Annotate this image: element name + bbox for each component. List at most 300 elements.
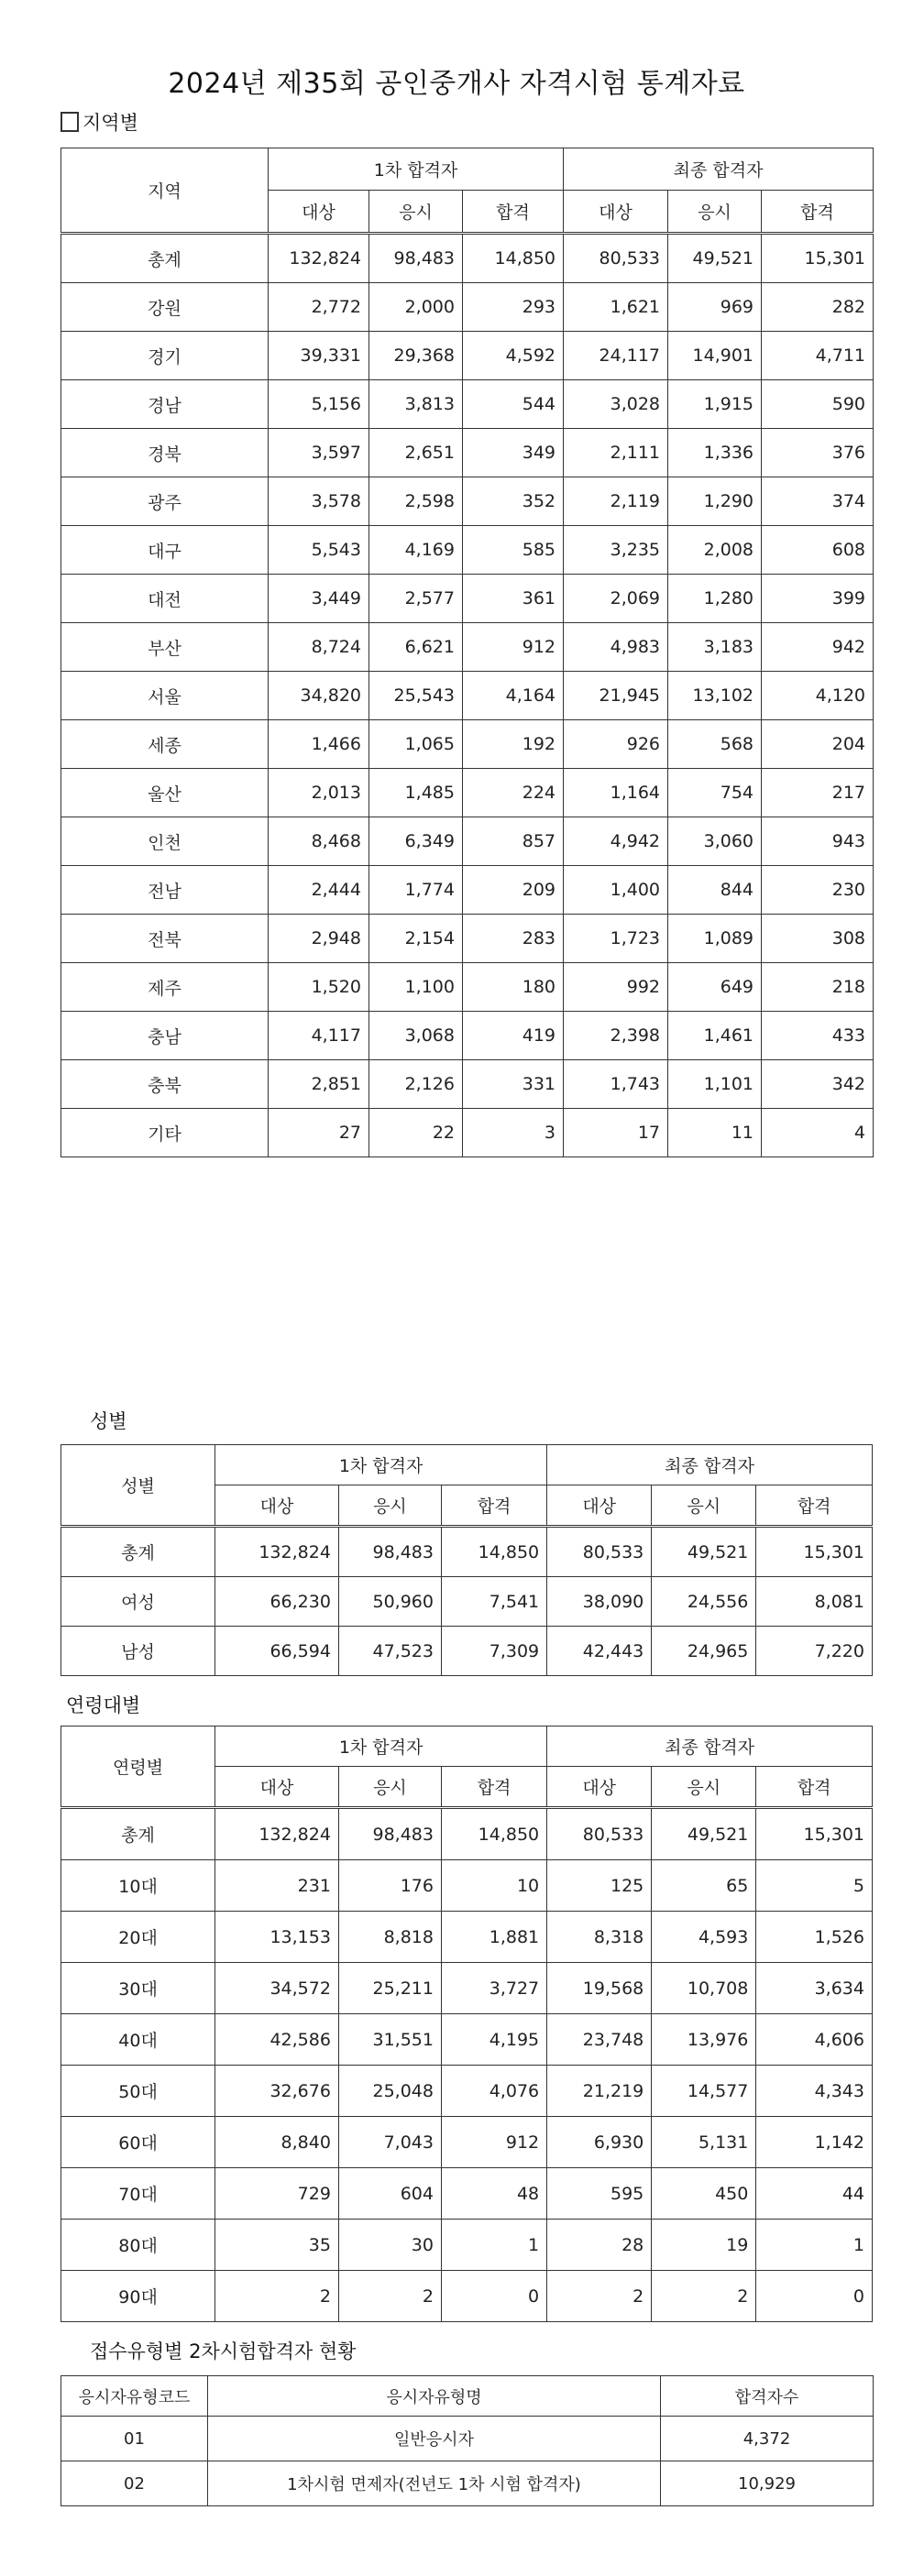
row-label: 충남 [61, 1012, 269, 1060]
cell-value: 3,634 [756, 1963, 873, 2014]
cell-value: 6,349 [369, 817, 463, 866]
cell-value: 282 [762, 283, 874, 332]
cell-value: 19 [652, 2220, 756, 2271]
cell-value: 25,048 [338, 2066, 441, 2117]
cell-value: 14,850 [441, 1527, 546, 1577]
cell-value: 1,526 [756, 1912, 873, 1963]
cell-value: 66,594 [215, 1627, 339, 1676]
table-row [61, 526, 874, 575]
gender-section-label: 성별 [90, 1410, 127, 1432]
cell-value: 649 [668, 963, 762, 1012]
table-row [61, 2168, 873, 2220]
table-row [61, 720, 874, 769]
cell-value: 0 [756, 2271, 873, 2322]
row-label: 총계 [61, 1808, 215, 1860]
cell-value: 132,824 [215, 1808, 339, 1860]
cell-value: 2,598 [369, 477, 463, 526]
header-subcol: 합격 [441, 1767, 546, 1808]
row-label: 충북 [61, 1060, 269, 1109]
cell-value: 943 [762, 817, 874, 866]
cell-value: 4,120 [762, 672, 874, 720]
row-label: 세종 [61, 720, 269, 769]
cell-value: 942 [762, 623, 874, 672]
row-label: 경북 [61, 429, 269, 477]
cell-value: 25,543 [369, 672, 463, 720]
type-code: 02 [61, 2461, 208, 2506]
header-subcol: 응시 [338, 1767, 441, 1808]
cell-value: 1,280 [668, 575, 762, 623]
cell-value: 1,466 [269, 720, 369, 769]
cell-value: 2 [547, 2271, 652, 2322]
cell-value: 17 [564, 1109, 668, 1157]
cell-value: 209 [463, 866, 564, 915]
cell-value: 15,301 [756, 1808, 873, 1860]
cell-value: 754 [668, 769, 762, 817]
table-row [61, 2014, 873, 2066]
header-subcol: 응시 [652, 1485, 756, 1527]
cell-value: 399 [762, 575, 874, 623]
cell-value: 2,000 [369, 283, 463, 332]
cell-value: 8,840 [215, 2117, 339, 2168]
cell-value: 6,930 [547, 2117, 652, 2168]
cell-value: 66,230 [215, 1577, 339, 1627]
row-label: 대구 [61, 526, 269, 575]
row-label: 경기 [61, 332, 269, 380]
cell-value: 1,065 [369, 720, 463, 769]
cell-value: 3,727 [441, 1963, 546, 2014]
cell-value: 2 [652, 2271, 756, 2322]
header-subcol: 합격 [463, 191, 564, 234]
cell-value: 15,301 [756, 1527, 873, 1577]
cell-value: 912 [441, 2117, 546, 2168]
table-row [61, 1808, 873, 1860]
cell-value: 1,400 [564, 866, 668, 915]
cell-value: 132,824 [215, 1527, 339, 1577]
cell-value: 969 [668, 283, 762, 332]
header-subcol: 합격 [441, 1485, 546, 1527]
table-row [61, 2461, 874, 2506]
table-row [61, 2220, 873, 2271]
header-first-col: 지역 [61, 148, 269, 234]
table-row [61, 817, 874, 866]
header-subcol: 합격 [756, 1767, 873, 1808]
cell-value: 595 [547, 2168, 652, 2220]
cell-value: 13,102 [668, 672, 762, 720]
header-subcol: 대상 [547, 1767, 652, 1808]
cell-value: 4 [762, 1109, 874, 1157]
table-row [61, 234, 874, 283]
row-label: 50대 [61, 2066, 215, 2117]
cell-value: 231 [215, 1860, 339, 1912]
cell-value: 1,774 [369, 866, 463, 915]
region-table [60, 148, 874, 1157]
cell-value: 604 [338, 2168, 441, 2220]
cell-value: 544 [463, 380, 564, 429]
cell-value: 4,117 [269, 1012, 369, 1060]
header-subcol: 대상 [564, 191, 668, 234]
cell-value: 14,901 [668, 332, 762, 380]
cell-value: 35 [215, 2220, 339, 2271]
cell-value: 50,960 [338, 1577, 441, 1627]
cell-value: 13,976 [652, 2014, 756, 2066]
cell-value: 1,881 [441, 1912, 546, 1963]
applicant-type-table [60, 2375, 874, 2506]
cell-value: 2 [215, 2271, 339, 2322]
header-subcol: 대상 [215, 1767, 339, 1808]
table-row [61, 672, 874, 720]
checkbox-icon [60, 112, 79, 132]
header-group1: 1차 합격자 [269, 148, 564, 191]
cell-value: 3,060 [668, 817, 762, 866]
cell-value: 8,318 [547, 1912, 652, 1963]
cell-value: 4,169 [369, 526, 463, 575]
cell-value: 1,290 [668, 477, 762, 526]
cell-value: 1,723 [564, 915, 668, 963]
cell-value: 32,676 [215, 2066, 339, 2117]
cell-value: 308 [762, 915, 874, 963]
cell-value: 14,850 [441, 1808, 546, 1860]
cell-value: 857 [463, 817, 564, 866]
table-row [61, 2417, 874, 2461]
cell-value: 926 [564, 720, 668, 769]
cell-value: 283 [463, 915, 564, 963]
cell-value: 217 [762, 769, 874, 817]
header-subcol: 대상 [215, 1485, 339, 1527]
cell-value: 1 [441, 2220, 546, 2271]
cell-value: 1,089 [668, 915, 762, 963]
cell-value: 15,301 [762, 234, 874, 283]
header-subcol: 대상 [269, 191, 369, 234]
cell-value: 7,541 [441, 1577, 546, 1627]
cell-value: 912 [463, 623, 564, 672]
cell-value: 4,592 [463, 332, 564, 380]
cell-value: 1,101 [668, 1060, 762, 1109]
cell-value: 21,219 [547, 2066, 652, 2117]
cell-value: 65 [652, 1860, 756, 1912]
cell-value: 14,850 [463, 234, 564, 283]
table-row [61, 1860, 873, 1912]
header-subcol: 대상 [547, 1485, 652, 1527]
table-row [61, 915, 874, 963]
table-row [61, 1912, 873, 1963]
cell-value: 1,520 [269, 963, 369, 1012]
cell-value: 80,533 [547, 1527, 652, 1577]
cell-value: 568 [668, 720, 762, 769]
row-label: 광주 [61, 477, 269, 526]
table-row [61, 1627, 873, 1676]
row-label: 전남 [61, 866, 269, 915]
cell-value: 218 [762, 963, 874, 1012]
header-subcol: 응시 [652, 1767, 756, 1808]
cell-value: 331 [463, 1060, 564, 1109]
row-label: 남성 [61, 1627, 215, 1676]
cell-value: 47,523 [338, 1627, 441, 1676]
cell-value: 4,076 [441, 2066, 546, 2117]
table-row [61, 2271, 873, 2322]
row-label: 총계 [61, 234, 269, 283]
cell-value: 4,606 [756, 2014, 873, 2066]
table-row [61, 2066, 873, 2117]
table-row [61, 1109, 874, 1157]
cell-value: 3,068 [369, 1012, 463, 1060]
header-subcol: 응시 [369, 191, 463, 234]
table-row [61, 575, 874, 623]
table-row [61, 623, 874, 672]
cell-value: 48 [441, 2168, 546, 2220]
row-label: 전북 [61, 915, 269, 963]
cell-value: 176 [338, 1860, 441, 1912]
cell-value: 2,851 [269, 1060, 369, 1109]
type-name: 일반응시자 [208, 2417, 661, 2461]
cell-value: 2,013 [269, 769, 369, 817]
header-group2: 최종 합격자 [547, 1726, 873, 1767]
cell-value: 98,483 [369, 234, 463, 283]
cell-value: 44 [756, 2168, 873, 2220]
cell-value: 1,100 [369, 963, 463, 1012]
cell-value: 4,195 [441, 2014, 546, 2066]
cell-value: 132,824 [269, 234, 369, 283]
cell-value: 433 [762, 1012, 874, 1060]
cell-value: 80,533 [564, 234, 668, 283]
table-row [61, 477, 874, 526]
cell-value: 49,521 [652, 1808, 756, 1860]
row-label: 30대 [61, 1963, 215, 2014]
cell-value: 180 [463, 963, 564, 1012]
age-table [60, 1726, 873, 2322]
cell-value: 0 [441, 2271, 546, 2322]
row-label: 80대 [61, 2220, 215, 2271]
cell-value: 7,220 [756, 1627, 873, 1676]
row-label: 10대 [61, 1860, 215, 1912]
cell-value: 1,915 [668, 380, 762, 429]
table-row [61, 283, 874, 332]
cell-value: 224 [463, 769, 564, 817]
cell-value: 25,211 [338, 1963, 441, 2014]
cell-value: 80,533 [547, 1808, 652, 1860]
cell-value: 204 [762, 720, 874, 769]
type-header-cell: 응시자유형명 [208, 2376, 661, 2417]
cell-value: 8,081 [756, 1577, 873, 1627]
cell-value: 5 [756, 1860, 873, 1912]
cell-value: 31,551 [338, 2014, 441, 2066]
row-label: 인천 [61, 817, 269, 866]
cell-value: 10 [441, 1860, 546, 1912]
pass-count: 10,929 [661, 2461, 874, 2506]
cell-value: 450 [652, 2168, 756, 2220]
header-subcol: 응시 [338, 1485, 441, 1527]
cell-value: 585 [463, 526, 564, 575]
cell-value: 3,028 [564, 380, 668, 429]
cell-value: 349 [463, 429, 564, 477]
cell-value: 24,117 [564, 332, 668, 380]
cell-value: 1,336 [668, 429, 762, 477]
cell-value: 8,818 [338, 1912, 441, 1963]
cell-value: 376 [762, 429, 874, 477]
cell-value: 7,309 [441, 1627, 546, 1676]
cell-value: 49,521 [652, 1527, 756, 1577]
cell-value: 8,724 [269, 623, 369, 672]
pass-count: 4,372 [661, 2417, 874, 2461]
cell-value: 4,343 [756, 2066, 873, 2117]
table-row [61, 1527, 873, 1577]
cell-value: 22 [369, 1109, 463, 1157]
region-section-title: 지역별 [82, 112, 138, 134]
cell-value: 3 [463, 1109, 564, 1157]
cell-value: 24,965 [652, 1627, 756, 1676]
cell-value: 2,119 [564, 477, 668, 526]
cell-value: 98,483 [338, 1527, 441, 1577]
cell-value: 2,111 [564, 429, 668, 477]
cell-value: 590 [762, 380, 874, 429]
cell-value: 2,398 [564, 1012, 668, 1060]
table-row [61, 332, 874, 380]
cell-value: 125 [547, 1860, 652, 1912]
cell-value: 14,577 [652, 2066, 756, 2117]
cell-value: 2,577 [369, 575, 463, 623]
header-subcol: 합격 [762, 191, 874, 234]
table-row [61, 429, 874, 477]
row-label: 총계 [61, 1527, 215, 1577]
page-title: 2024년 제35회 공인중개사 자격시험 통계자료 [168, 68, 745, 100]
cell-value: 3,597 [269, 429, 369, 477]
cell-value: 1,142 [756, 2117, 873, 2168]
cell-value: 230 [762, 866, 874, 915]
cell-value: 3,235 [564, 526, 668, 575]
cell-value: 10,708 [652, 1963, 756, 2014]
cell-value: 7,043 [338, 2117, 441, 2168]
age-section-label: 연령대별 [66, 1694, 141, 1716]
row-label: 제주 [61, 963, 269, 1012]
row-label: 서울 [61, 672, 269, 720]
cell-value: 4,164 [463, 672, 564, 720]
header-group2: 최종 합격자 [564, 148, 874, 191]
cell-value: 39,331 [269, 332, 369, 380]
table-row [61, 380, 874, 429]
row-label: 20대 [61, 1912, 215, 1963]
cell-value: 419 [463, 1012, 564, 1060]
cell-value: 13,153 [215, 1912, 339, 1963]
type-code: 01 [61, 2417, 208, 2461]
cell-value: 23,748 [547, 2014, 652, 2066]
header-subcol: 합격 [756, 1485, 873, 1527]
gender-table [60, 1444, 873, 1676]
cell-value: 293 [463, 283, 564, 332]
cell-value: 3,578 [269, 477, 369, 526]
cell-value: 98,483 [338, 1808, 441, 1860]
header-first-col: 성별 [61, 1445, 215, 1527]
table-row [61, 963, 874, 1012]
cell-value: 24,556 [652, 1577, 756, 1627]
cell-value: 49,521 [668, 234, 762, 283]
cell-value: 361 [463, 575, 564, 623]
cell-value: 192 [463, 720, 564, 769]
cell-value: 34,820 [269, 672, 369, 720]
cell-value: 28 [547, 2220, 652, 2271]
row-label: 60대 [61, 2117, 215, 2168]
table-row [61, 769, 874, 817]
cell-value: 1 [756, 2220, 873, 2271]
row-label: 대전 [61, 575, 269, 623]
table-row [61, 1963, 873, 2014]
cell-value: 729 [215, 2168, 339, 2220]
cell-value: 1,621 [564, 283, 668, 332]
cell-value: 2,651 [369, 429, 463, 477]
table-row [61, 1012, 874, 1060]
cell-value: 5,156 [269, 380, 369, 429]
row-label: 40대 [61, 2014, 215, 2066]
cell-value: 608 [762, 526, 874, 575]
cell-value: 5,131 [652, 2117, 756, 2168]
row-label: 부산 [61, 623, 269, 672]
cell-value: 1,461 [668, 1012, 762, 1060]
cell-value: 1,164 [564, 769, 668, 817]
cell-value: 2,126 [369, 1060, 463, 1109]
table-row [61, 1577, 873, 1627]
type-header-cell: 합격자수 [661, 2376, 874, 2417]
cell-value: 27 [269, 1109, 369, 1157]
header-first-col: 연령별 [61, 1726, 215, 1808]
type-name: 1차시험 면제자(전년도 1차 시험 합격자) [208, 2461, 661, 2506]
cell-value: 42,586 [215, 2014, 339, 2066]
cell-value: 4,593 [652, 1912, 756, 1963]
cell-value: 1,743 [564, 1060, 668, 1109]
cell-value: 352 [463, 477, 564, 526]
cell-value: 342 [762, 1060, 874, 1109]
region-section-label [60, 108, 138, 136]
cell-value: 3,449 [269, 575, 369, 623]
cell-value: 34,572 [215, 1963, 339, 2014]
cell-value: 2,154 [369, 915, 463, 963]
cell-value: 38,090 [547, 1577, 652, 1627]
cell-value: 1,485 [369, 769, 463, 817]
row-label: 강원 [61, 283, 269, 332]
cell-value: 4,983 [564, 623, 668, 672]
cell-value: 992 [564, 963, 668, 1012]
cell-value: 2,444 [269, 866, 369, 915]
row-label: 70대 [61, 2168, 215, 2220]
cell-value: 2,008 [668, 526, 762, 575]
cell-value: 4,711 [762, 332, 874, 380]
cell-value: 8,468 [269, 817, 369, 866]
cell-value: 3,813 [369, 380, 463, 429]
cell-value: 6,621 [369, 623, 463, 672]
cell-value: 374 [762, 477, 874, 526]
cell-value: 29,368 [369, 332, 463, 380]
cell-value: 42,443 [547, 1627, 652, 1676]
header-group1: 1차 합격자 [215, 1726, 547, 1767]
cell-value: 2,069 [564, 575, 668, 623]
type-header-cell: 응시자유형코드 [61, 2376, 208, 2417]
cell-value: 2 [338, 2271, 441, 2322]
table-row [61, 866, 874, 915]
cell-value: 3,183 [668, 623, 762, 672]
applicant-type-section-label: 접수유형별 2차시험합격자 현황 [90, 2340, 357, 2362]
cell-value: 2,948 [269, 915, 369, 963]
table-row [61, 2117, 873, 2168]
table-row [61, 1060, 874, 1109]
header-group2: 최종 합격자 [547, 1445, 873, 1485]
cell-value: 21,945 [564, 672, 668, 720]
cell-value: 30 [338, 2220, 441, 2271]
cell-value: 19,568 [547, 1963, 652, 2014]
row-label: 기타 [61, 1109, 269, 1157]
row-label: 경남 [61, 380, 269, 429]
header-subcol: 응시 [668, 191, 762, 234]
cell-value: 844 [668, 866, 762, 915]
cell-value: 2,772 [269, 283, 369, 332]
row-label: 울산 [61, 769, 269, 817]
cell-value: 11 [668, 1109, 762, 1157]
